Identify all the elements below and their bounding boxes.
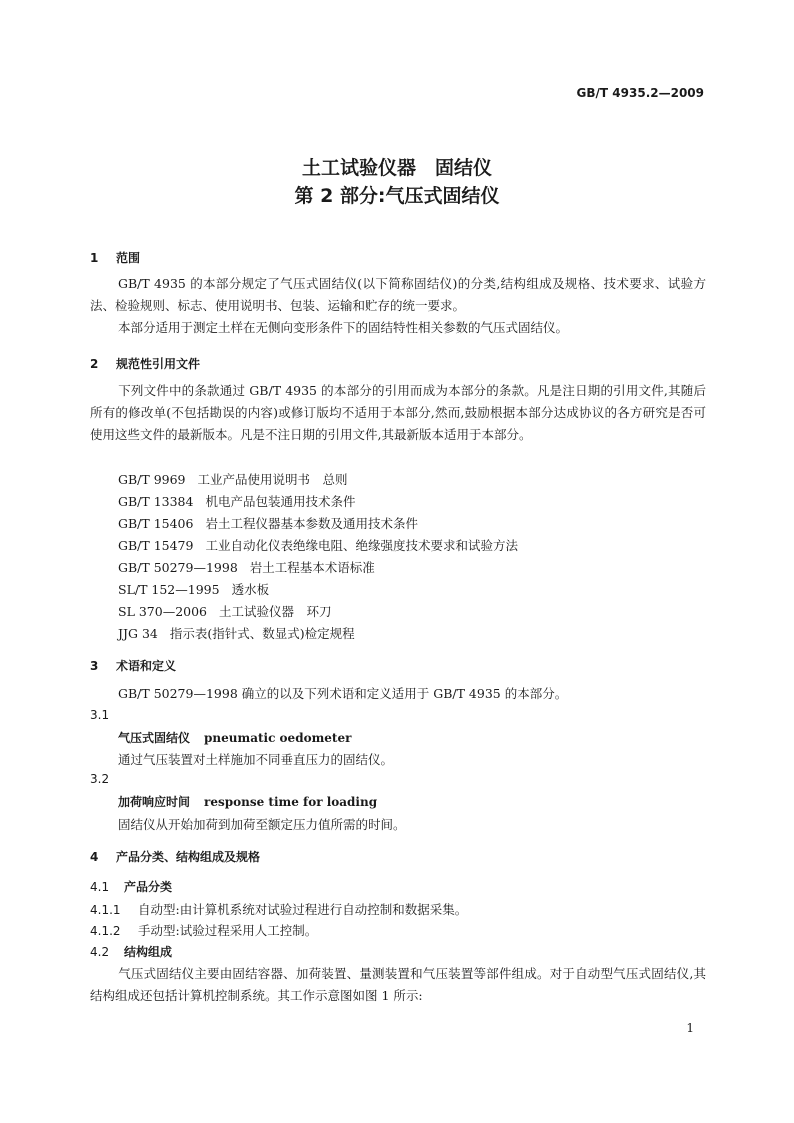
section-title: 规范性引用文件	[116, 357, 201, 371]
term-number: 3.1	[90, 708, 110, 722]
clause-4-1-2: 4.1.2 手动型:试验过程采用人工控制。	[90, 923, 318, 938]
standard-code: GB/T 4935.2—2009	[576, 86, 704, 100]
section-2-heading	[90, 355, 200, 372]
section-1-heading	[90, 249, 140, 266]
reference-item: GB/T 15406 岩土工程仪器基本参数及通用技术条件	[118, 516, 418, 531]
subsection-4-1-heading: 4.1 产品分类	[90, 880, 173, 894]
term-definition: 固结仪从开始加荷到加荷至额定压力值所需的时间。	[118, 817, 406, 832]
reference-item: JJG 34 指示表(指针式、数显式)检定规程	[118, 626, 355, 641]
section-1-paragraph-1	[90, 273, 706, 317]
paragraph-text: 气压式固结仪主要由固结容器、加荷装置、量测装置和气压装置等部件组成。对于自动型气压式固结仪,其结构组成还包括计算机控制系统。其工作示意图如图 1 所示:	[90, 966, 706, 1003]
section-title: 范围	[116, 251, 141, 265]
section-title: 产品分类、结构组成及规格	[116, 850, 261, 864]
section-number: 3	[90, 659, 99, 673]
document-subtitle: 第 2 部分:气压式固结仪	[294, 185, 500, 207]
section-1-paragraph-2	[90, 317, 706, 339]
section-number: 4	[90, 850, 99, 864]
document-title: 土工试验仪器 固结仪	[301, 157, 492, 179]
term-heading: 气压式固结仪 pneumatic oedometer	[118, 731, 352, 745]
term-number: 3.2	[90, 772, 110, 786]
section-4-2-paragraph	[90, 963, 706, 1007]
reference-item: SL 370—2006 土工试验仪器 环刀	[118, 604, 332, 619]
term-definition: 通过气压装置对土样施加不同垂直压力的固结仪。	[118, 752, 394, 767]
section-3-heading	[90, 657, 176, 674]
clause-4-1-1: 4.1.1 自动型:由计算机系统对试验过程进行自动控制和数据采集。	[90, 902, 468, 917]
reference-item: GB/T 9969 工业产品使用说明书 总则	[118, 472, 348, 487]
reference-item: GB/T 50279—1998 岩土工程基本术语标准	[118, 560, 375, 575]
page-number: 1	[686, 1021, 694, 1035]
paragraph-text: 本部分适用于测定土样在无侧向变形条件下的固结特性相关参数的气压式固结仪。	[118, 320, 569, 335]
reference-item: SL/T 152—1995 透水板	[118, 582, 270, 597]
section-3-paragraph-1	[90, 683, 706, 705]
section-4-heading	[90, 848, 260, 865]
paragraph-text: 下列文件中的条款通过 GB/T 4935 的本部分的引用而成为本部分的条款。凡是注日期的引用文件,其随后所有的修改单(不包括勘误的内容)或修订版均不适用于本部分,然而,鼓励根据本部分达成协议的各方研究是否可使用这些文件的最新版本。凡是不注日期的引用文件,其最新版本适用于本部分。	[90, 383, 706, 442]
section-title: 术语和定义	[116, 659, 177, 673]
section-number: 1	[90, 251, 99, 265]
section-2-paragraph-1	[90, 380, 706, 446]
reference-item: GB/T 15479 工业自动化仪表绝缘电阻、绝缘强度技术要求和试验方法	[118, 538, 518, 553]
subsection-4-2-heading: 4.2 结构组成	[90, 945, 173, 959]
paragraph-text: GB/T 50279—1998 确立的以及下列术语和定义适用于 GB/T 4935 的本部分。	[118, 686, 568, 701]
paragraph-text: GB/T 4935 的本部分规定了气压式固结仪(以下简称固结仪)的分类,结构组成及规格、技术要求、试验方法、检验规则、标志、使用说明书、包装、运输和贮存的统一要求。	[90, 276, 706, 313]
reference-item: GB/T 13384 机电产品包装通用技术条件	[118, 494, 356, 509]
term-heading: 加荷响应时间 response time for loading	[118, 795, 378, 809]
section-number: 2	[90, 357, 99, 371]
